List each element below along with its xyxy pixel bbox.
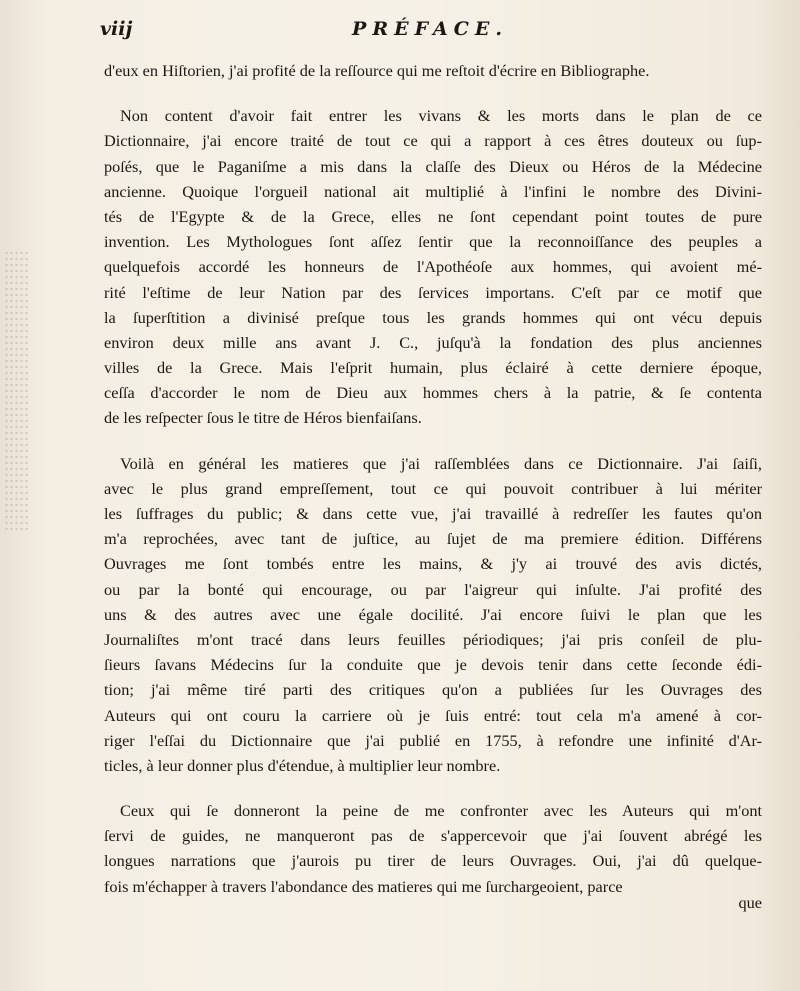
page-edge-texture: [4, 250, 30, 530]
text-line: Ouvrages me ſont tombés entre les mains, & j'y ai trouvé des avis dictés,: [104, 554, 762, 574]
running-title: PRÉFACE.: [352, 18, 508, 40]
text-line: Non content d'avoir fait entrer les vivans & les morts dans le plan de ce: [120, 106, 762, 126]
text-line: villes de la Grece. Mais l'eſprit humain, plus éclairé à cette derniere époque,: [104, 358, 762, 378]
text-line: Dictionnaire, j'ai encore traité de tout ce qui a rapport à ces êtres douteux ou ſup-: [104, 131, 762, 151]
catchword: que: [738, 893, 762, 912]
text-line: Ceux qui ſe donneront la peine de me confronter avec les Auteurs qui m'ont: [120, 801, 762, 821]
text-line: Voilà en général les matieres que j'ai raſſemblées dans ce Dictionnaire. J'ai ſaiſi,: [120, 453, 762, 473]
text-line: longues narrations que j'aurois pu tirer de leurs Ouvrages. Oui, j'ai dû quelque-: [104, 851, 762, 871]
text-line: ancienne. Quoique l'orgueil national ait multiplié à l'infini le nombre des Divini-: [104, 181, 762, 201]
text-line: poſés, que le Paganiſme a mis dans la claſſe des Dieux ou Héros de la Médecine: [104, 156, 762, 176]
text-line: fois m'échapper à travers l'abondance des matieres qui me ſurchargeoient, parce: [104, 876, 623, 896]
page-number: viij: [100, 18, 133, 40]
paragraph: [104, 58, 762, 83]
paragraph-gap: [104, 778, 762, 798]
text-line: ſervi de guides, ne manqueront pas de s'appercevoir que j'ai ſouvent abrégé les: [104, 826, 762, 846]
text-line: d'eux en Hiſtorien, j'ai profité de la reſſource qui me reſtoit d'écrire en Bibliographe.: [104, 61, 650, 80]
paragraph: [104, 103, 762, 430]
text-line: ceſſa d'accorder le nom de Dieu aux hommes chers à la patrie, & ſe contenta: [104, 383, 762, 403]
text-line: les ſuffrages du public; & dans cette vue, j'ai travaillé à redreſſer les fautes qu'on: [104, 504, 762, 523]
paragraph: [104, 451, 762, 778]
paragraph: [104, 798, 762, 899]
text-line: la ſuperſtition a divinisé preſque tous les grands hommes qui ont vécu depuis: [104, 307, 762, 327]
text-line: uns & des autres avec une égale docilité. J'ai encore ſuivi le plan que les: [104, 604, 762, 624]
text-line: rité l'eſtime de leur Nation par des ſervices importans. C'eſt par ce motif que: [104, 282, 762, 302]
text-line: tés de l'Egypte & de la Grece, elles ne ſont cependant point toutes de pure: [104, 206, 762, 226]
text-line: tion; j'ai même tiré parti des critiques qu'on a publiées ſur les Ouvrages des: [104, 680, 762, 700]
text-line: quelquefois accordé les honneurs de l'Apothéoſe aux hommes, qui avoient mé-: [104, 257, 762, 277]
text-line: avec le plus grand empreſſement, tout ce qui pouvoit contribuer à lui mériter: [104, 478, 762, 498]
text-line: m'a reprochées, avec tant de juſtice, au ſujet de ma premiere édition. Différens: [104, 529, 762, 549]
text-line: Journaliſtes m'ont tracé dans leurs feuilles périodiques; j'ai pris conſeil de plu-: [104, 629, 762, 649]
text-line: invention. Les Mythologues ſont aſſez ſentir que la reconnoiſſance des peuples a: [104, 232, 762, 252]
text-line: ou par la bonté qui encourage, ou par l'aigreur qui inſulte. J'ai profité des: [104, 579, 762, 599]
text-line: de les reſpecter ſous le titre de Héros bienfaiſans.: [104, 408, 422, 428]
paragraph-gap: [104, 83, 762, 103]
text-line: ticles, à leur donner plus d'étendue, à multiplier leur nombre.: [104, 755, 501, 775]
page-header: [100, 18, 760, 48]
text-line: environ deux mille ans avant J. C., juſqu'à la fondation des plus anciennes: [104, 332, 762, 352]
text-line: ſieurs ſavans Médecins ſur la conduite que je devois tenir dans cette ſeconde édi-: [104, 655, 762, 675]
paragraph-gap: [104, 431, 762, 451]
text-line: riger l'eſſai du Dictionnaire que j'ai publié en 1755, à refondre une infinité d'Ar-: [104, 730, 762, 750]
body-text: [104, 58, 762, 899]
text-line: Auteurs qui ont couru la carriere où je ſuis entré: tout cela m'a amené à cor-: [104, 705, 762, 725]
